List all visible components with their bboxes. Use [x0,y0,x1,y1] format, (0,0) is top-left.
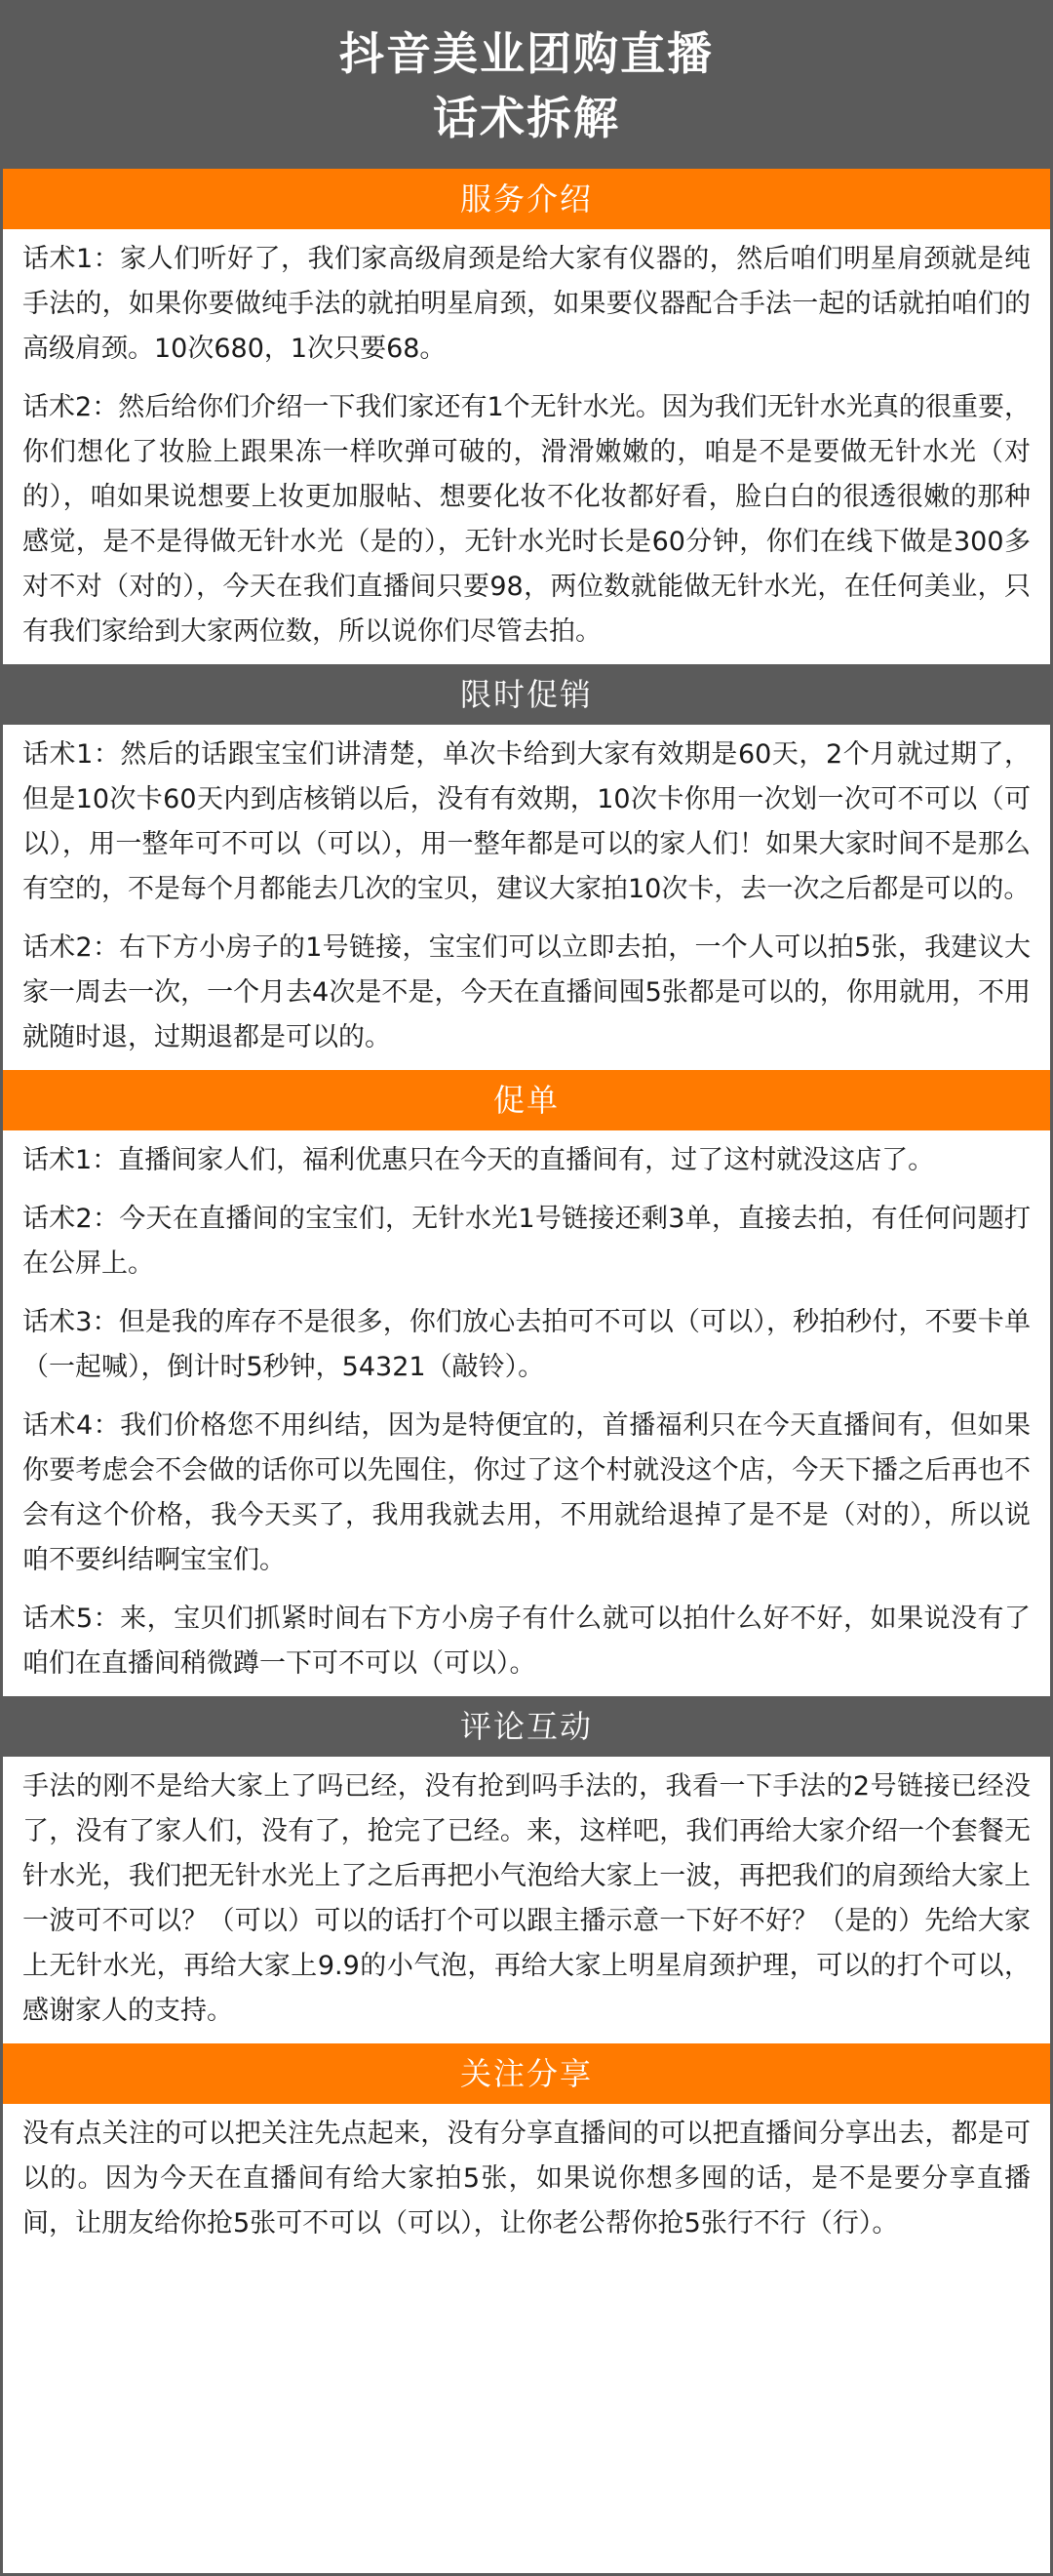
section-body-limited-promo [3,725,1050,1070]
header-title-line1: 抖音美业团购直播 [339,27,714,80]
section-title: 服务介绍 [459,180,593,218]
section-title: 评论互动 [459,1708,593,1745]
section-bar-limited-promo [3,664,1050,725]
section-body-comment-interaction [3,1757,1050,2043]
section-bar-service-intro [3,169,1050,229]
section-bar-follow-share [3,2043,1050,2104]
script-paragraph: 话术5：来，宝贝们抓紧时间右下方小房子有什么就可以拍什么好不好，如果说没有了咱们在直播间稍微蹲一下可不可以（可以）。 [22,1604,1031,1679]
script-paragraph: 没有点关注的可以把关注先点起来，没有分享直播间的可以把直播间分享出去，都是可以的。因为今天在直播间有给大家拍5张，如果说你想多囤的话，是不是要分享直播间，让朋友给你抢5张可不可以（可以），让你老公帮你抢5张行不行（行）。 [22,2119,1031,2239]
section-body-follow-share [3,2104,1050,2256]
script-paragraph: 话术2：今天在直播间的宝宝们，无针水光1号链接还剩3单，直接去拍，有任何问题打在公屏上。 [22,1204,1031,1279]
section-title: 促单 [492,1082,560,1119]
section-title: 关注分享 [459,2055,593,2092]
section-title: 限时促销 [459,676,593,713]
section-bar-close-sale [3,1070,1050,1130]
poster-header [3,3,1050,169]
script-paragraph: 手法的刚不是给大家上了吗已经，没有抢到吗手法的，我看一下手法的2号链接已经没了，没有了家人们，没有了，抢完了已经。来，这样吧，我们再给大家介绍一个套餐无针水光，我们把无针水光上了之后再把小气泡给大家上一波，再把我们的肩颈给大家上一波可不可以？（可以）可以的话打个可以跟主播示意一下好不好？（是的）先给大家上无针水光，再给大家上9.9的小气泡，再给大家上明星肩颈护理，可以的打个可以，感谢家人的支持。 [22,1771,1031,2026]
script-paragraph: 话术2：右下方小房子的1号链接，宝宝们可以立即去拍，一个人可以拍5张，我建议大家一周去一次，一个月去4次是不是，今天在直播间囤5张都是可以的，你用就用，不用就随时退，过期退都是可以的。 [22,932,1031,1052]
section-body-close-sale [3,1130,1050,1696]
script-paragraph: 话术3：但是我的库存不是很多，你们放心去拍可不可以（可以），秒拍秒付，不要卡单（一起喊），倒计时5秒钟，54321（敲铃）。 [22,1307,1031,1382]
script-paragraph: 话术2：然后给你们介绍一下我们家还有1个无针水光。因为我们无针水光真的很重要，你们想化了妆脸上跟果冻一样吹弹可破的，滑滑嫩嫩的，咱是不是要做无针水光（对的），咱如果说想要上妆更加服帖、想要化妆不化妆都好看，脸白白的很透很嫩的那种感觉，是不是得做无针水光（是的），无针水光时长是60分钟，你们在线下做是300多对不对（对的），今天在我们直播间只要98，两位数就能做无针水光，在任何美业，只有我们家给到大家两位数，所以说你们尽管去拍。 [22,392,1031,647]
script-paragraph: 话术4：我们价格您不用纠结，因为是特便宜的，首播福利只在今天直播间有，但如果你要考虑会不会做的话你可以先囤住，你过了这个村就没这个店，今天下播之后再也不会有这个价格，我今天买了，我用我就去用，不用就给退掉了是不是（对的），所以说咱不要纠结啊宝宝们。 [22,1410,1031,1575]
script-paragraph: 话术1：家人们听好了，我们家高级肩颈是给大家有仪器的，然后咱们明星肩颈就是纯手法的，如果你要做纯手法的就拍明星肩颈，如果要仪器配合手法一起的话就拍咱们的高级肩颈。10次680，1次只要68。 [22,244,1031,364]
section-bar-comment-interaction [3,1696,1050,1757]
section-body-service-intro [3,229,1050,664]
script-paragraph: 话术1：然后的话跟宝宝们讲清楚，单次卡给到大家有效期是60天，2个月就过期了，但是10次卡60天内到店核销以后，没有有效期，10次卡你用一次划一次可不可以（可以），用一整年可不可以（可以），用一整年都是可以的家人们！如果大家时间不是那么有空的，不是每个月都能去几次的宝贝，建议大家拍10次卡，去一次之后都是可以的。 [22,739,1031,904]
header-title-line2: 话术拆解 [433,92,620,144]
script-paragraph: 话术1：直播间家人们，福利优惠只在今天的直播间有，过了这村就没这店了。 [22,1145,935,1175]
